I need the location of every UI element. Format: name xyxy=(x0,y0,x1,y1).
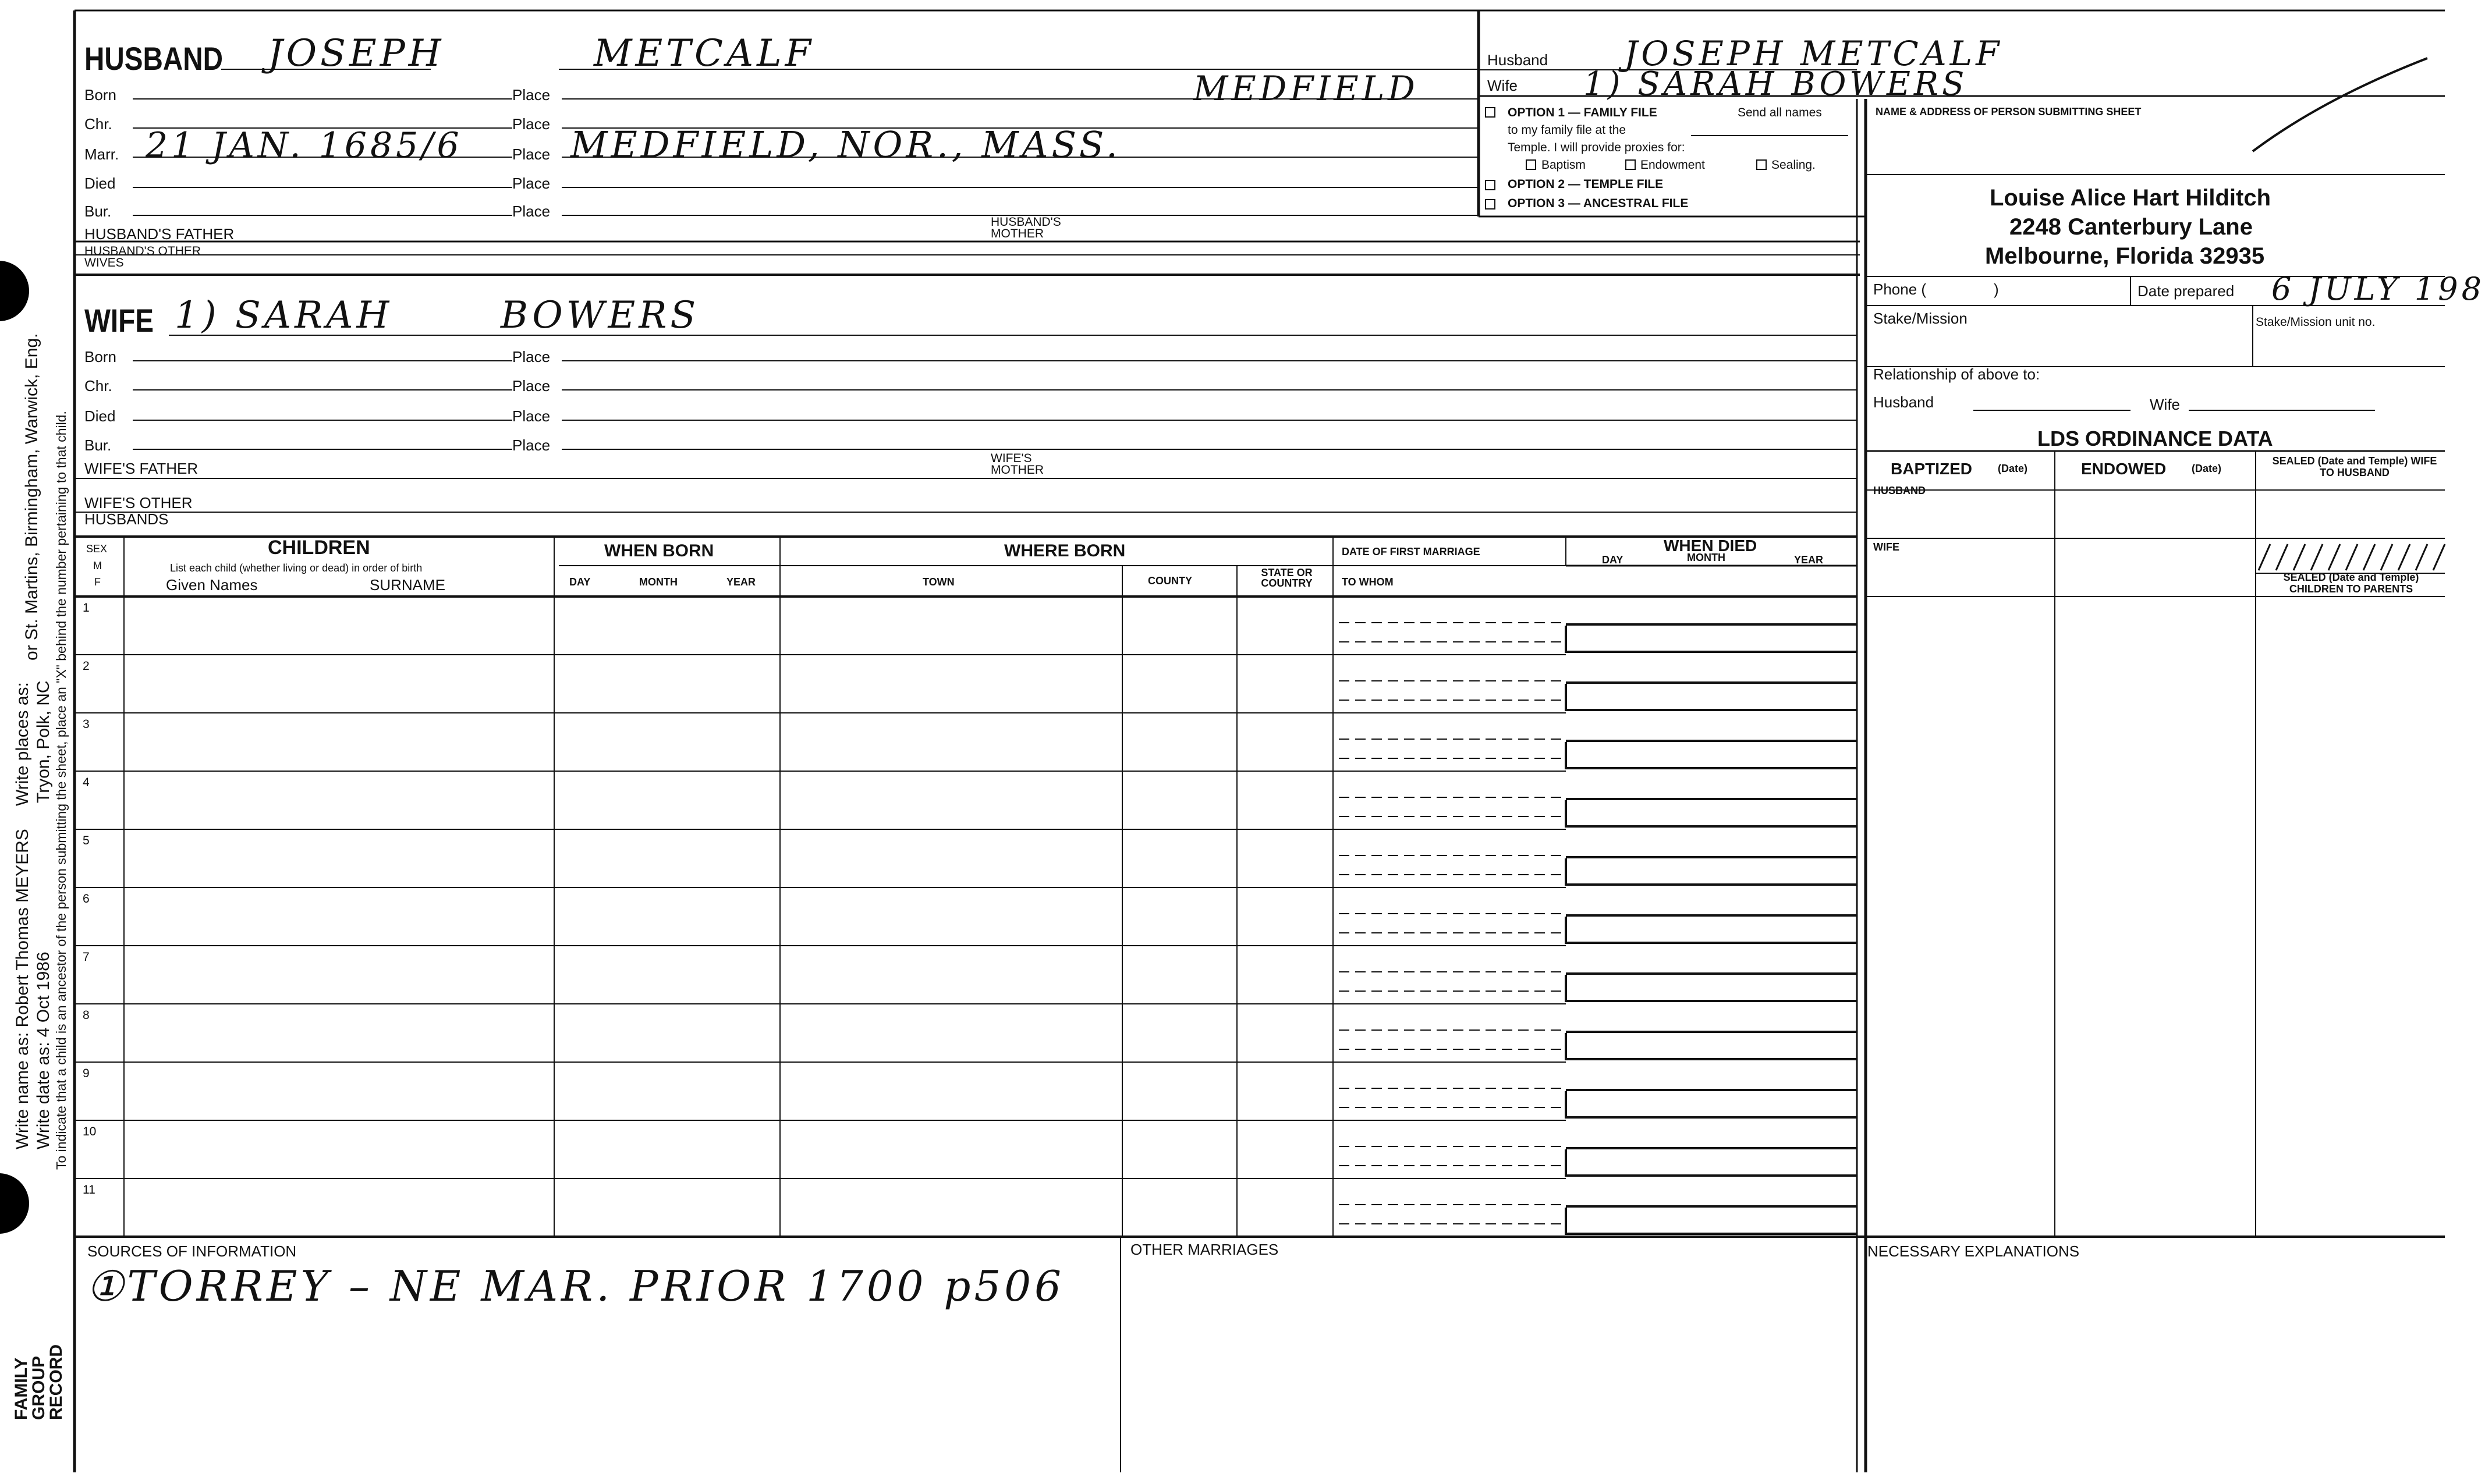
tr-wife-label: Wife xyxy=(1487,77,1518,94)
died-bracket xyxy=(1566,1206,1857,1234)
husband-born-place[interactable]: MEDFIELD xyxy=(1193,69,1419,108)
husband-born-place-label: Place xyxy=(512,86,551,104)
stake-unit-label: Stake/Mission unit no. xyxy=(2256,315,2376,329)
margin-name-instruction: Write name as: Robert Thomas MEYERS xyxy=(13,829,32,1149)
children-row-lines xyxy=(75,623,1857,1234)
submitter-city: Melbourne, Florida 32935 xyxy=(1985,243,2265,269)
child-row-number: 11 xyxy=(83,1183,95,1197)
lds-sealed-children-label: SEALED (Date and Temple) CHILDREN TO PARENTS xyxy=(2283,571,2419,595)
phone-paren: ) xyxy=(1994,281,1999,298)
option2-checkbox xyxy=(1486,180,1495,190)
sex-f-label: F xyxy=(94,576,101,588)
children-title: CHILDREN xyxy=(268,537,370,559)
marriage-place[interactable]: MEDFIELD, NOR., MASS. xyxy=(570,123,1121,166)
sealing-label: Sealing. xyxy=(1771,158,1816,172)
margin-ancestor-instruction: To indicate that a child is an ancestor of the person submitting the sheet, place an "X" behind the number pertaining to that child. xyxy=(54,411,69,1170)
punch-hole-bottom xyxy=(0,1173,29,1234)
lds-baptized-label: BAPTIZED xyxy=(1891,460,1972,478)
born-month-label: MONTH xyxy=(639,576,678,588)
sources-value[interactable]: ①TORREY – NE MAR. PRIOR 1700 p506 xyxy=(86,1262,1065,1311)
wifes-father-label: WIFE'S FATHER xyxy=(84,460,198,477)
husband-marr-place-label: Place xyxy=(512,145,551,163)
baptism-checkbox xyxy=(1526,160,1536,169)
margin-date-instruction: Write date as: 4 Oct 1986 xyxy=(34,952,53,1149)
husbands-other-wives-label: HUSBAND'S OTHER WIVES xyxy=(84,244,201,269)
margin-places-example: Tryon, Polk, NC xyxy=(34,680,53,803)
surname-label: SURNAME xyxy=(370,576,446,594)
county-label: COUNTY xyxy=(1148,575,1192,587)
wife-label: WIFE xyxy=(84,302,154,339)
date-prepared-value[interactable]: 6 JULY 198 xyxy=(2271,271,2485,307)
family-group-record-title: FAMILY GROUP RECORD xyxy=(12,1344,66,1420)
husband-bur-label: Bur. xyxy=(84,203,112,220)
submitter-name: Louise Alice Hart Hilditch xyxy=(1990,185,2271,211)
wifes-other-husbands-label: WIFE'S OTHER HUSBANDS xyxy=(84,494,193,528)
died-bracket xyxy=(1566,624,1857,652)
lds-sealed-wife-label: SEALED (Date and Temple) WIFE TO HUSBAND xyxy=(2272,455,2437,478)
child-row-number: 1 xyxy=(83,601,90,615)
husband-marr-label: Marr. xyxy=(84,145,119,163)
child-row-number: 8 xyxy=(83,1009,90,1022)
wife-born-label: Born xyxy=(84,348,116,365)
option3-checkbox xyxy=(1486,200,1495,209)
wife-born-place-label: Place xyxy=(512,348,551,365)
born-year-label: YEAR xyxy=(726,576,756,588)
option3-label: OPTION 3 — ANCESTRAL FILE xyxy=(1508,197,1689,210)
endowment-checkbox xyxy=(1626,160,1635,169)
husbands-father-label: HUSBAND'S FATHER xyxy=(84,225,235,243)
died-month-label: MONTH xyxy=(1687,552,1725,563)
rel-husband-label: Husband xyxy=(1873,393,1934,411)
rel-wife-label: Wife xyxy=(2150,396,2180,413)
children-subtitle: List each child (whether living or dead) in order of birth xyxy=(170,562,423,574)
endowment-label: Endowment xyxy=(1640,158,1705,172)
tr-husband-value[interactable]: JOSEPH METCALF xyxy=(1624,34,2003,73)
born-day-label: DAY xyxy=(569,576,591,588)
option1-text-a: Send all names xyxy=(1738,106,1822,119)
died-bracket xyxy=(1566,974,1857,1001)
child-row-number: 5 xyxy=(83,834,90,847)
child-row-number: 6 xyxy=(83,892,90,906)
sealing-checkbox xyxy=(1757,160,1766,169)
sources-label: SOURCES OF INFORMATION xyxy=(87,1242,297,1260)
wife-chr-place-label: Place xyxy=(512,377,551,395)
stake-label: Stake/Mission xyxy=(1873,310,1968,327)
explanations-label: NECESSARY EXPLANATIONS xyxy=(1867,1242,2080,1260)
where-born-label: WHERE BORN xyxy=(1004,541,1126,560)
husband-label: HUSBAND xyxy=(84,40,223,77)
wife-given-name[interactable]: 1) SARAH xyxy=(175,294,393,337)
child-row-number: 7 xyxy=(83,950,90,964)
punch-hole-top xyxy=(0,261,29,321)
sex-m-label: M xyxy=(93,560,102,571)
tr-wife-value[interactable]: 1) SARAH BOWERS xyxy=(1583,65,1968,103)
pen-stroke xyxy=(2253,58,2427,151)
tr-husband-label: Husband xyxy=(1487,51,1548,69)
husband-born-label: Born xyxy=(84,86,116,104)
wife-died-label: Died xyxy=(84,407,116,425)
died-bracket xyxy=(1566,857,1857,885)
child-row-number: 3 xyxy=(83,718,90,731)
wife-chr-label: Chr. xyxy=(84,377,112,395)
died-bracket xyxy=(1566,741,1857,768)
husband-chr-place-label: Place xyxy=(512,115,551,133)
sex-label: SEX xyxy=(86,543,108,555)
town-label: TOWN xyxy=(923,576,955,588)
child-row-number: 2 xyxy=(83,659,90,673)
wife-bur-label: Bur. xyxy=(84,436,112,454)
marriage-date[interactable]: 21 JAN. 1685/6 xyxy=(146,125,463,166)
lds-endowed-label: ENDOWED xyxy=(2081,460,2167,478)
submitter-street: 2248 Canterbury Lane xyxy=(2009,214,2253,240)
died-day-label: DAY xyxy=(1602,554,1623,566)
died-bracket xyxy=(1566,683,1857,710)
to-whom-label: TO WHOM xyxy=(1342,576,1394,588)
option1-text-b: to my family file at the xyxy=(1508,123,1626,137)
when-born-label: WHEN BORN xyxy=(604,541,714,560)
wife-died-place-label: Place xyxy=(512,407,551,425)
lds-wife-label: WIFE xyxy=(1873,541,1899,553)
margin-places-alt: or St. Martins, Birmingham, Warwick, Eng. xyxy=(22,333,41,661)
option1-checkbox xyxy=(1486,108,1495,117)
husband-died-label: Died xyxy=(84,175,116,192)
child-row-number: 10 xyxy=(83,1125,97,1138)
died-bracket xyxy=(1566,1090,1857,1117)
husband-died-place-label: Place xyxy=(512,175,551,192)
margin-places-instruction: Write places as: xyxy=(13,682,32,806)
wife-surname[interactable]: BOWERS xyxy=(501,294,700,337)
died-bracket xyxy=(1566,1032,1857,1059)
when-died-label: WHEN DIED xyxy=(1664,537,1757,555)
husband-chr-label: Chr. xyxy=(84,115,112,133)
baptism-label: Baptism xyxy=(1541,158,1586,172)
child-row-number: 4 xyxy=(83,776,90,789)
died-bracket xyxy=(1566,1148,1857,1176)
child-row-number: 9 xyxy=(83,1067,90,1080)
option1-text-c: Temple. I will provide proxies for: xyxy=(1508,141,1685,154)
given-names-label: Given Names xyxy=(166,576,258,594)
wife-bur-place-label: Place xyxy=(512,436,551,454)
first-marriage-label: DATE OF FIRST MARRIAGE xyxy=(1342,546,1480,558)
husbands-mother-label: HUSBAND'S MOTHER xyxy=(991,215,1061,240)
husband-surname[interactable]: METCALF xyxy=(594,32,815,75)
date-prepared-label: Date prepared xyxy=(2137,282,2235,300)
other-marriages-label: OTHER MARRIAGES xyxy=(1130,1241,1279,1258)
option2-label: OPTION 2 — TEMPLE FILE xyxy=(1508,177,1664,191)
died-bracket xyxy=(1566,799,1857,826)
husband-bur-place-label: Place xyxy=(512,203,551,220)
option1-title: OPTION 1 — FAMILY FILE xyxy=(1508,106,1657,119)
died-year-label: YEAR xyxy=(1794,554,1824,566)
lds-baptized-date: (Date) xyxy=(1998,463,2028,474)
lds-husband-label: HUSBAND xyxy=(1873,485,1926,496)
husband-given-name[interactable]: JOSEPH xyxy=(268,32,445,75)
lds-title: LDS ORDINANCE DATA xyxy=(2037,427,2273,450)
submitter-label: NAME & ADDRESS OF PERSON SUBMITTING SHEET xyxy=(1876,106,2142,118)
state-label: STATE OR COUNTRY xyxy=(1261,567,1313,589)
phone-label: Phone ( xyxy=(1873,281,1927,298)
died-bracket xyxy=(1566,915,1857,943)
lds-endowed-date: (Date) xyxy=(2192,463,2222,474)
relationship-label: Relationship of above to: xyxy=(1873,365,2040,383)
wifes-mother-label: WIFE'S MOTHER xyxy=(991,452,1044,477)
